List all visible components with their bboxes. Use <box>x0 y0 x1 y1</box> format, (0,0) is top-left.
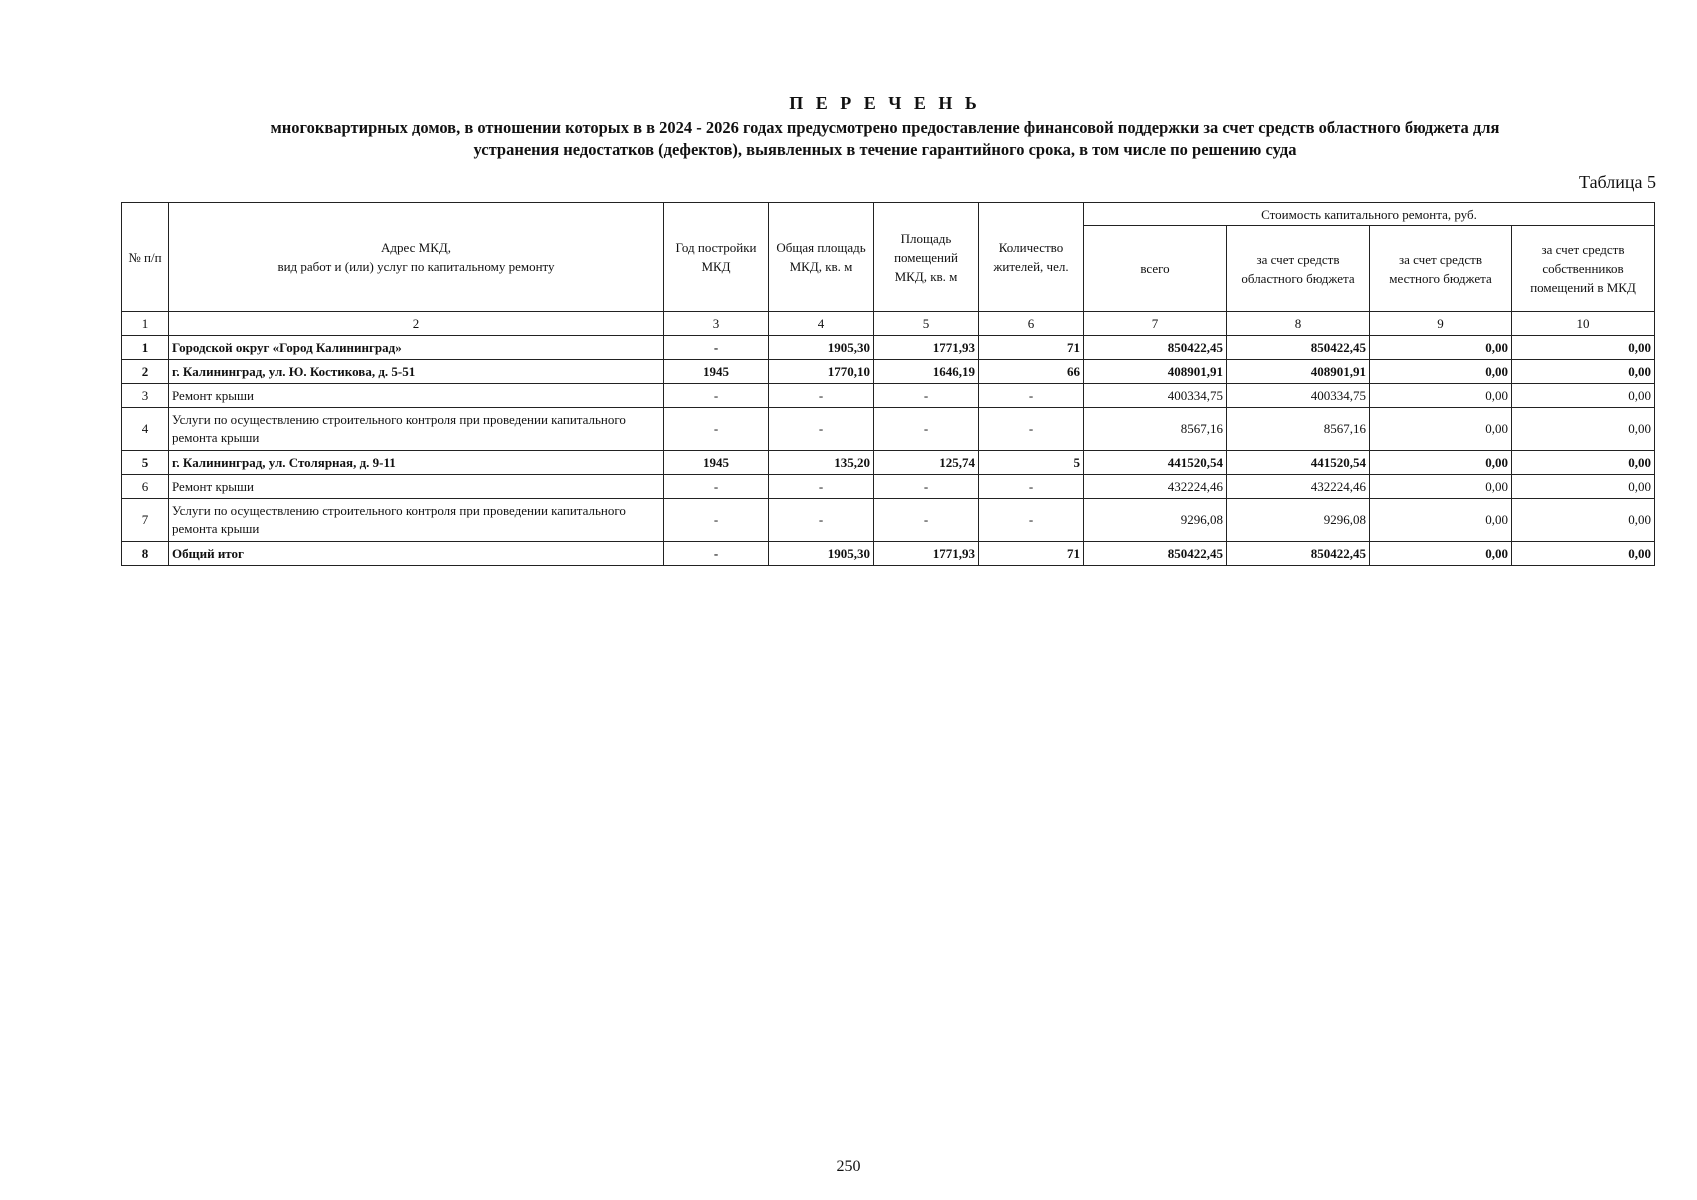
row-num: 2 <box>122 360 169 384</box>
row-cost-owners: 0,00 <box>1512 336 1655 360</box>
column-number: 3 <box>664 312 769 336</box>
column-number: 8 <box>1227 312 1370 336</box>
row-cost-total: 441520,54 <box>1084 451 1227 475</box>
row-cost-total: 9296,08 <box>1084 499 1227 542</box>
row-total-area: 135,20 <box>769 451 874 475</box>
column-number: 7 <box>1084 312 1227 336</box>
column-number: 5 <box>874 312 979 336</box>
header-cost-owners: за счет средств собственников помещений в МКД <box>1512 226 1655 312</box>
row-cost-owners: 0,00 <box>1512 475 1655 499</box>
header-total-area: Общая площадь МКД, кв. м <box>769 203 874 312</box>
row-cost-regional: 432224,46 <box>1227 475 1370 499</box>
row-premises-area: - <box>874 499 979 542</box>
row-total-area: 1905,30 <box>769 542 874 566</box>
row-premises-area: 125,74 <box>874 451 979 475</box>
header-cost-regional: за счет средств областного бюджета <box>1227 226 1370 312</box>
row-num: 5 <box>122 451 169 475</box>
column-number: 1 <box>122 312 169 336</box>
row-premises-area: - <box>874 408 979 451</box>
title-block <box>120 92 1650 161</box>
header-cost-total: всего <box>1084 226 1227 312</box>
table-row <box>122 384 1655 408</box>
row-year: - <box>664 499 769 542</box>
page-number: 250 <box>836 1158 861 1175</box>
row-name: Ремонт крыши <box>169 384 664 408</box>
row-residents: - <box>979 384 1084 408</box>
column-number: 4 <box>769 312 874 336</box>
row-name: г. Калининград, ул. Столярная, д. 9-11 <box>169 451 664 475</box>
row-cost-regional: 408901,91 <box>1227 360 1370 384</box>
row-num: 1 <box>122 336 169 360</box>
row-num: 3 <box>122 384 169 408</box>
row-cost-total: 8567,16 <box>1084 408 1227 451</box>
row-total-area: - <box>769 499 874 542</box>
row-cost-local: 0,00 <box>1370 499 1512 542</box>
row-cost-local: 0,00 <box>1370 451 1512 475</box>
row-num: 8 <box>122 542 169 566</box>
row-cost-owners: 0,00 <box>1512 499 1655 542</box>
row-residents: 71 <box>979 542 1084 566</box>
header-cost-local: за счет средств местного бюджета <box>1370 226 1512 312</box>
row-cost-local: 0,00 <box>1370 336 1512 360</box>
row-premises-area: 1771,93 <box>874 542 979 566</box>
document-heading: П Е Р Е Ч Е Н Ь <box>789 93 981 113</box>
row-num: 4 <box>122 408 169 451</box>
document-subtitle <box>120 117 1650 161</box>
row-total-area: - <box>769 408 874 451</box>
table-row <box>122 499 1655 542</box>
row-residents: - <box>979 408 1084 451</box>
row-cost-total: 432224,46 <box>1084 475 1227 499</box>
row-year: - <box>664 475 769 499</box>
row-year: 1945 <box>664 451 769 475</box>
row-cost-local: 0,00 <box>1370 408 1512 451</box>
header-address-line: вид работ и (или) услуг по капитальному ремонту <box>277 259 555 274</box>
row-year: - <box>664 384 769 408</box>
row-cost-regional: 850422,45 <box>1227 542 1370 566</box>
row-premises-area: 1646,19 <box>874 360 979 384</box>
row-cost-local: 0,00 <box>1370 360 1512 384</box>
row-cost-owners: 0,00 <box>1512 360 1655 384</box>
row-cost-owners: 0,00 <box>1512 451 1655 475</box>
row-residents: 66 <box>979 360 1084 384</box>
column-number: 9 <box>1370 312 1512 336</box>
row-cost-regional: 441520,54 <box>1227 451 1370 475</box>
row-cost-local: 0,00 <box>1370 542 1512 566</box>
repair-list-table <box>121 202 1655 566</box>
row-cost-total: 850422,45 <box>1084 542 1227 566</box>
column-number: 2 <box>169 312 664 336</box>
column-number: 10 <box>1512 312 1655 336</box>
column-number: 6 <box>979 312 1084 336</box>
table-row <box>122 336 1655 360</box>
table-row-total <box>122 542 1655 566</box>
row-premises-area: - <box>874 384 979 408</box>
row-premises-area: 1771,93 <box>874 336 979 360</box>
subtitle-line: устранения недостатков (дефектов), выявленных в течение гарантийного срока, в том числе по решению суда <box>473 140 1297 159</box>
row-name: г. Калининград, ул. Ю. Костикова, д. 5-51 <box>169 360 664 384</box>
row-name: Общий итог <box>169 542 664 566</box>
row-cost-regional: 850422,45 <box>1227 336 1370 360</box>
row-cost-owners: 0,00 <box>1512 408 1655 451</box>
row-cost-total: 400334,75 <box>1084 384 1227 408</box>
table-row <box>122 360 1655 384</box>
row-cost-local: 0,00 <box>1370 475 1512 499</box>
row-name: Городской округ «Город Калининград» <box>169 336 664 360</box>
row-cost-regional: 8567,16 <box>1227 408 1370 451</box>
row-residents: - <box>979 475 1084 499</box>
header-year: Год постройки МКД <box>664 203 769 312</box>
header-residents: Количество жителей, чел. <box>979 203 1084 312</box>
row-year: - <box>664 542 769 566</box>
table-row <box>122 475 1655 499</box>
table-label: Таблица 5 <box>1579 172 1656 192</box>
row-name: Ремонт крыши <box>169 475 664 499</box>
row-cost-total: 850422,45 <box>1084 336 1227 360</box>
row-name: Услуги по осуществлению строительного контроля при проведении капитального ремонта крыши <box>169 499 664 542</box>
row-cost-total: 408901,91 <box>1084 360 1227 384</box>
row-total-area: 1905,30 <box>769 336 874 360</box>
row-residents: 5 <box>979 451 1084 475</box>
row-premises-area: - <box>874 475 979 499</box>
row-year: - <box>664 408 769 451</box>
table-body <box>122 312 1655 566</box>
header-address-line: Адрес МКД, <box>381 240 451 255</box>
subtitle-line: многоквартирных домов, в отношении которых в в 2024 - 2026 годах предусмотрено предоставление финансовой поддержки за счет средств областного бюджета для <box>270 118 1500 137</box>
header-num: № п/п <box>122 203 169 312</box>
row-total-area: - <box>769 475 874 499</box>
header-premises-area: Площадь помещений МКД, кв. м <box>874 203 979 312</box>
header-address <box>169 203 664 312</box>
row-cost-owners: 0,00 <box>1512 384 1655 408</box>
row-total-area: 1770,10 <box>769 360 874 384</box>
column-number-row <box>122 312 1655 336</box>
row-cost-local: 0,00 <box>1370 384 1512 408</box>
row-name: Услуги по осуществлению строительного контроля при проведении капитального ремонта крыши <box>169 408 664 451</box>
header-cost-group: Стоимость капитального ремонта, руб. <box>1084 203 1655 226</box>
row-year: 1945 <box>664 360 769 384</box>
row-cost-regional: 9296,08 <box>1227 499 1370 542</box>
table-row <box>122 408 1655 451</box>
row-residents: - <box>979 499 1084 542</box>
row-num: 7 <box>122 499 169 542</box>
table-row <box>122 451 1655 475</box>
row-total-area: - <box>769 384 874 408</box>
row-num: 6 <box>122 475 169 499</box>
table-header <box>122 203 1655 312</box>
row-residents: 71 <box>979 336 1084 360</box>
row-year: - <box>664 336 769 360</box>
row-cost-regional: 400334,75 <box>1227 384 1370 408</box>
row-cost-owners: 0,00 <box>1512 542 1655 566</box>
